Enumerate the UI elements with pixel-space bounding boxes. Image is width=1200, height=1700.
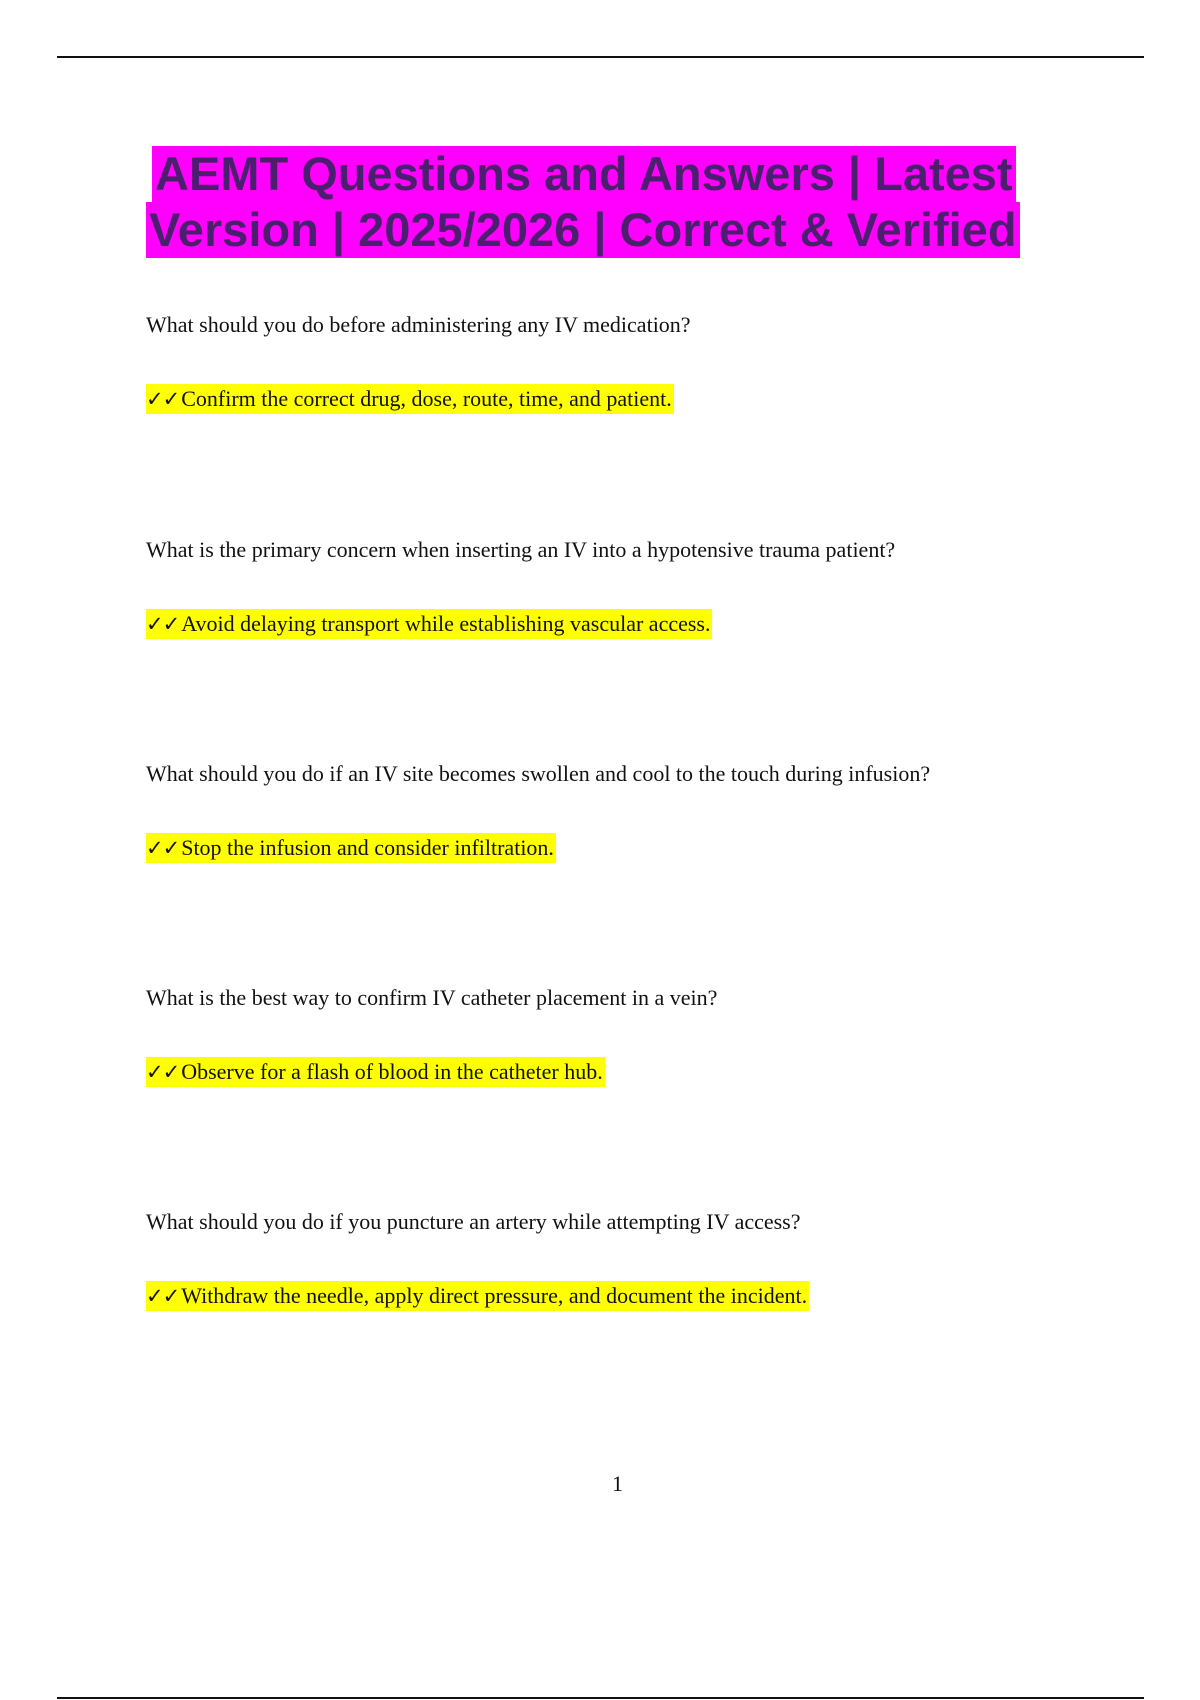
answer-5 xyxy=(146,1281,809,1311)
question-1: What should you do before administering any IV medication? xyxy=(146,312,691,337)
title-line-2: Version | 2025/2026 | Correct & Verified xyxy=(146,202,1020,258)
answer-1 xyxy=(146,384,674,414)
answer-text-2: Avoid delaying transport while establishing vascular access. xyxy=(181,611,711,636)
answer-4 xyxy=(146,1057,605,1087)
question-4: What is the best way to confirm IV catheter placement in a vein? xyxy=(146,985,718,1010)
answer-text-4: Observe for a flash of blood in the catheter hub. xyxy=(181,1059,603,1084)
answer-text-1: Confirm the correct drug, dose, route, time, and patient. xyxy=(181,386,672,411)
question-5: What should you do if you puncture an artery while attempting IV access? xyxy=(146,1209,801,1234)
document-title xyxy=(146,146,1046,258)
answer-3 xyxy=(146,833,556,863)
check-marks-icon: ✓✓ xyxy=(146,1284,180,1308)
check-marks-icon: ✓✓ xyxy=(146,612,180,636)
page-number: 1 xyxy=(612,1471,623,1496)
question-2: What is the primary concern when inserting an IV into a hypotensive trauma patient? xyxy=(146,537,896,562)
top-rule xyxy=(57,56,1144,58)
check-marks-icon: ✓✓ xyxy=(146,1060,180,1084)
check-marks-icon: ✓✓ xyxy=(146,836,180,860)
question-3: What should you do if an IV site becomes swollen and cool to the touch during infusion? xyxy=(146,761,931,786)
answer-text-5: Withdraw the needle, apply direct pressure, and document the incident. xyxy=(181,1283,808,1308)
check-marks-icon: ✓✓ xyxy=(146,387,180,411)
answer-text-3: Stop the infusion and consider infiltration. xyxy=(181,835,554,860)
title-line-1: AEMT Questions and Answers | Latest xyxy=(152,146,1016,202)
answer-2 xyxy=(146,609,712,639)
bottom-rule xyxy=(57,1697,1144,1699)
